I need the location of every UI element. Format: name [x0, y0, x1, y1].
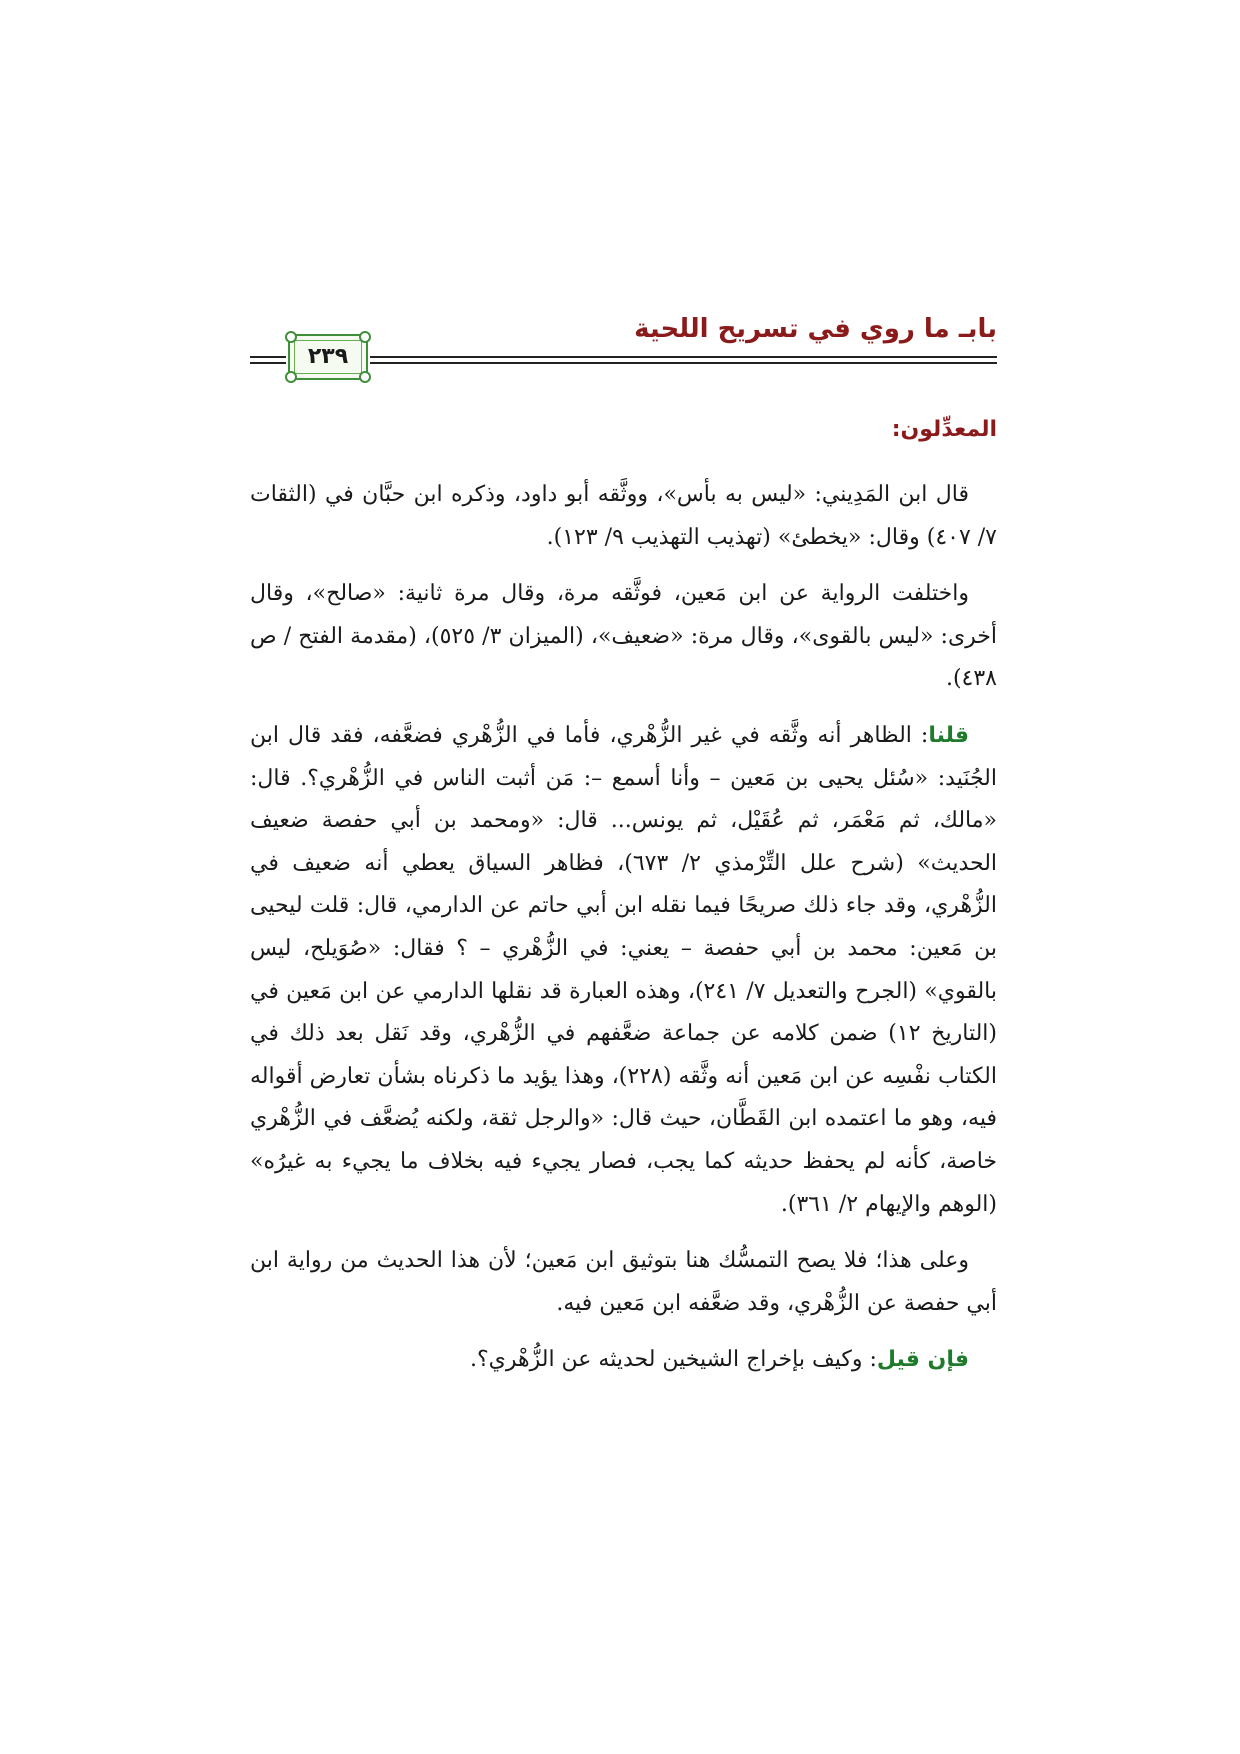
paragraph-text: : وكيف بإخراج الشيخين لحديثه عن الزُّهْري؟. — [469, 1347, 877, 1373]
page-number-frame — [288, 334, 368, 380]
paragraph — [250, 474, 997, 559]
page-number: ٢٣٩ — [307, 344, 349, 369]
paragraph-text: وعلى هذا؛ فلا يصح التمسُّك هنا بتوثيق ابن مَعين؛ لأن هذا الحديث من رواية ابن أبي حفصة عن الزُّهْري، وقد ضعَّفه ابن مَعين فيه. — [250, 1248, 997, 1316]
ornament-icon — [359, 331, 371, 343]
ornament-icon — [285, 331, 297, 343]
page-body — [250, 410, 997, 1396]
header-rule — [370, 356, 997, 358]
paragraph-lead-in: فإن قيل — [876, 1347, 969, 1373]
paragraph — [250, 573, 997, 701]
paragraph-text: قال ابن المَدِيني: «ليس به بأس»، ووثَّقه أبو داود، وذكره ابن حبَّان في (الثقات ٧/ ٤٠٧) وقال: «يخطئ» (تهذيب التهذيب ٩/ ١٢٣). — [250, 482, 997, 550]
running-header-title: بابـ ما روي في تسريح اللحية — [634, 314, 997, 344]
section-heading: المعدِّلون: — [891, 417, 997, 442]
paragraph — [250, 1339, 997, 1382]
ornament-icon — [359, 371, 371, 383]
paragraph-text: واختلفت الرواية عن ابن مَعين، فوثَّقه مرة، وقال مرة ثانية: «صالح»، وقال أخرى: «ليس بالقوى»، وقال مرة: «ضعيف»، (الميزان ٣/ ٥٢٥)، (مقدمة الفتح / ص ٤٣٨). — [250, 581, 998, 692]
header-rule — [250, 356, 286, 358]
ornament-icon — [285, 371, 297, 383]
header-rule — [250, 362, 286, 364]
paragraph — [250, 1240, 997, 1325]
header-rule — [370, 362, 997, 364]
paragraph — [250, 715, 997, 1226]
paragraph-lead-in: قلنا — [928, 722, 969, 748]
paragraph-text: : الظاهر أنه وثَّقه في غير الزُّهْري، فأما في الزُّهْري فضعَّفه، فقد قال ابن الجُنَيد: «سُئل يحيى بن مَعين – وأنا أسمع –: مَن أثبت الناس في الزُّهْري؟. قال: «مالك، ثم مَعْمَر، ثم عُقَيْل، ثم يونس... قال: «ومحمد بن أبي حفصة ضعيف الحديث» (شرح علل التِّرْمذي ٢/ ٦٧٣)، فظاهر السياق يعطي أنه ضعيف في الزُّهْري، وقد جاء ذلك صريحًا فيما نقله ابن أبي حاتم عن الدارمي، قال: قلت ليحيى بن مَعين: محمد بن أبي حفصة – يعني: في الزُّهْري – ؟ فقال: «صُوَيلح، ليس بالقوي» (الجرح والتعديل ٧/ ٢٤١)، وهذه العبارة قد نقلها الدارمي عن ابن مَعين في (التاريخ ١٢) ضمن كلامه عن جماعة ضعَّفهم في الزُّهْري، وقد نَقل بعد ذلك في الكتاب نفْسِه عن ابن مَعين أنه وثَّقه (٢٢٨)، وهذا يؤيد ما ذكرناه بشأن تعارض أقواله فيه، وهو ما اعتمده ابن القَطَّان، حيث قال: «والرجل ثقة، ولكنه يُضعَّف في الزُّهْري خاصة، كأنه لم يحفظ حديثه كما يجب، فصار يجيء فيه بخلاف ما يجيء به غيرُه» (الوهم والإيهام ٢/ ٣٦١). — [250, 722, 998, 1217]
